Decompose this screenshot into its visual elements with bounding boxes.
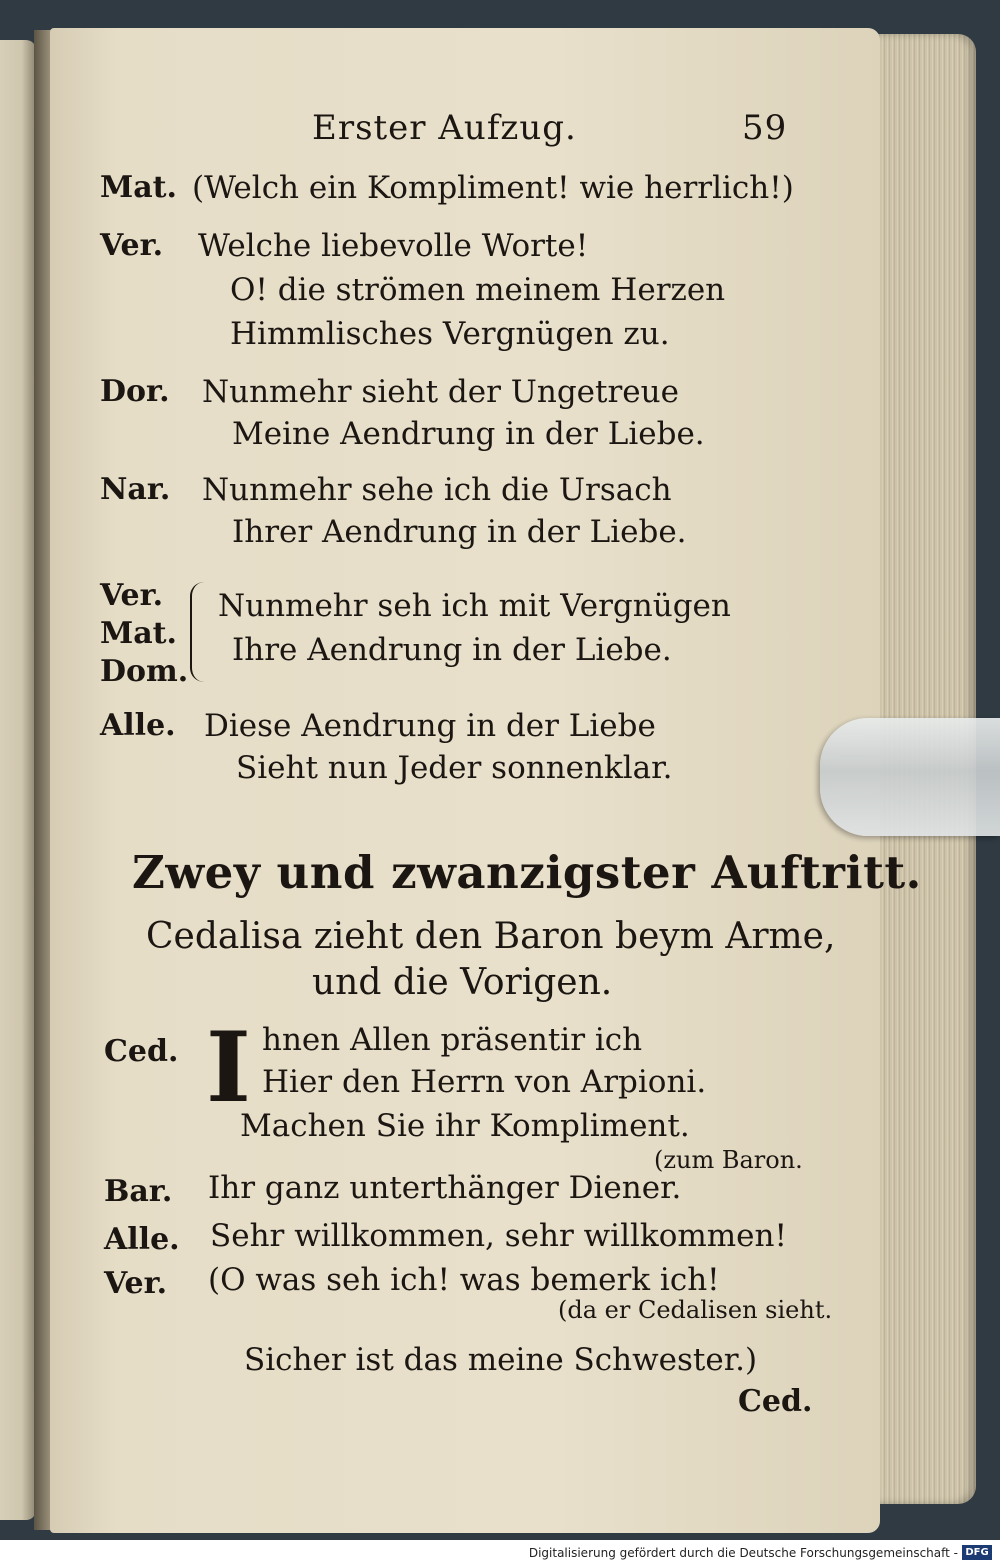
verse-line: Himmlisches Vergnügen zu. bbox=[230, 316, 670, 352]
verse-line: Hier den Herrn von Arpioni. bbox=[262, 1064, 707, 1100]
speaker-nar: Nar. bbox=[100, 472, 171, 507]
stage-direction: (da er Cedalisen sieht. bbox=[558, 1296, 833, 1324]
dfg-logo: DFG bbox=[962, 1545, 992, 1560]
speaker-mat-trio: Mat. bbox=[100, 616, 177, 651]
digitization-credit: Digitalisierung gefördert durch die Deutsche Forschungsgemeinschaft - bbox=[528, 1546, 958, 1560]
verse-line: Sehr willkommen, sehr willkommen! bbox=[210, 1218, 787, 1254]
verse-line: Diese Aendrung in der Liebe bbox=[204, 708, 656, 744]
speaker-ver: Ver. bbox=[104, 1266, 168, 1301]
speaker-bar: Bar. bbox=[104, 1174, 173, 1209]
speaker-ver-trio: Ver. bbox=[100, 578, 164, 613]
running-header-title: Erster Aufzug. bbox=[312, 108, 577, 148]
verse-line: Ihre Aendrung in der Liebe. bbox=[232, 632, 672, 668]
speaker-ver: Ver. bbox=[100, 228, 164, 263]
verse-line: (Welch ein Kompliment! wie herrlich!) bbox=[192, 170, 794, 206]
verse-line: Machen Sie ihr Kompliment. bbox=[240, 1108, 690, 1144]
speaker-dom-trio: Dom. bbox=[100, 654, 189, 689]
stage-direction: und die Vorigen. bbox=[312, 962, 613, 1003]
speaker-alle: Alle. bbox=[100, 708, 176, 743]
verse-line: Nunmehr seh ich mit Vergnügen bbox=[218, 588, 731, 624]
scene-heading: Zwey und zwanzigster Auftritt. bbox=[132, 846, 922, 899]
verse-line: (O was seh ich! was bemerk ich! bbox=[208, 1262, 720, 1298]
verse-line: Nunmehr sehe ich die Ursach bbox=[202, 472, 672, 508]
speaker-alle: Alle. bbox=[104, 1222, 180, 1257]
stage-direction: (zum Baron. bbox=[654, 1146, 803, 1174]
verse-line: Sicher ist das meine Schwester.) bbox=[244, 1342, 758, 1378]
speaker-ced: Ced. bbox=[104, 1034, 179, 1069]
verse-line: Meine Aendrung in der Liebe. bbox=[232, 416, 705, 452]
speaker-brace bbox=[190, 582, 214, 682]
verse-line: Ihrer Aendrung in der Liebe. bbox=[232, 514, 687, 550]
speaker-dor: Dor. bbox=[100, 374, 170, 409]
verse-line: Welche liebevolle Worte! bbox=[198, 228, 589, 264]
verse-line: Nunmehr sieht der Ungetreue bbox=[202, 374, 679, 410]
left-page-edge bbox=[0, 40, 36, 1520]
verse-line: Ihr ganz unterthänger Diener. bbox=[208, 1170, 682, 1206]
stage-direction: Cedalisa zieht den Baron beym Arme, bbox=[146, 916, 836, 957]
verse-line: O! die strömen meinem Herzen bbox=[230, 272, 726, 308]
drop-cap: I bbox=[206, 1011, 251, 1124]
speaker-mat: Mat. bbox=[100, 170, 177, 205]
bookmark-clip bbox=[820, 718, 1000, 836]
page-number: 59 bbox=[742, 108, 788, 148]
verse-line: hnen Allen präsentir ich bbox=[262, 1022, 643, 1058]
verse-line: Sieht nun Jeder sonnenklar. bbox=[236, 750, 673, 786]
catchword: Ced. bbox=[738, 1384, 813, 1419]
